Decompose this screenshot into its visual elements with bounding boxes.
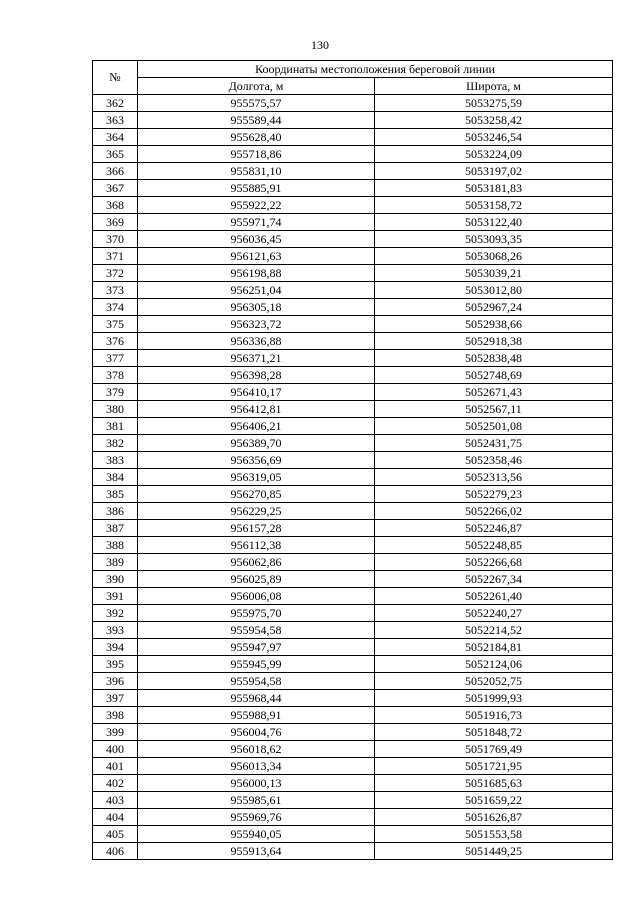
point-number-cell: 372: [93, 265, 138, 282]
latitude-cell: 5051769,49: [375, 741, 613, 758]
point-number-cell: 406: [93, 843, 138, 860]
point-number-cell: 382: [93, 435, 138, 452]
latitude-cell: 5052240,27: [375, 605, 613, 622]
point-number-cell: 377: [93, 350, 138, 367]
longitude-cell: 955628,40: [138, 129, 375, 146]
point-number-cell: 390: [93, 571, 138, 588]
table-row: [93, 741, 613, 758]
longitude-cell: 956062,86: [138, 554, 375, 571]
latitude-cell: 5053275,59: [375, 95, 613, 112]
table-row: [93, 163, 613, 180]
table-row: [93, 282, 613, 299]
table-row: [93, 605, 613, 622]
longitude-cell: 955971,74: [138, 214, 375, 231]
table-row: [93, 571, 613, 588]
point-number-cell: 369: [93, 214, 138, 231]
latitude-cell: 5052052,75: [375, 673, 613, 690]
latitude-cell: 5052279,23: [375, 486, 613, 503]
point-number-cell: 373: [93, 282, 138, 299]
table-row: [93, 129, 613, 146]
latitude-cell: 5052313,56: [375, 469, 613, 486]
table-row: [93, 826, 613, 843]
latitude-cell: 5051659,22: [375, 792, 613, 809]
point-number-cell: 388: [93, 537, 138, 554]
latitude-cell: 5052266,02: [375, 503, 613, 520]
longitude-cell: 956410,17: [138, 384, 375, 401]
latitude-cell: 5053258,42: [375, 112, 613, 129]
latitude-cell: 5053181,83: [375, 180, 613, 197]
table-row: [93, 316, 613, 333]
longitude-cell: 956251,04: [138, 282, 375, 299]
point-number-cell: 366: [93, 163, 138, 180]
table-row: [93, 486, 613, 503]
point-number-cell: 370: [93, 231, 138, 248]
latitude-cell: 5052918,38: [375, 333, 613, 350]
point-number-cell: 362: [93, 95, 138, 112]
table-header: [93, 61, 613, 95]
table-row: [93, 588, 613, 605]
point-number-cell: 400: [93, 741, 138, 758]
latitude-cell: 5053039,21: [375, 265, 613, 282]
latitude-cell: 5052266,68: [375, 554, 613, 571]
latitude-cell: 5052567,11: [375, 401, 613, 418]
latitude-cell: 5051626,87: [375, 809, 613, 826]
longitude-cell: 956406,21: [138, 418, 375, 435]
latitude-cell: 5051721,95: [375, 758, 613, 775]
header-longitude: Долгота, м: [138, 78, 375, 95]
table-row: [93, 146, 613, 163]
latitude-cell: 5053197,02: [375, 163, 613, 180]
longitude-cell: 956229,25: [138, 503, 375, 520]
table-row: [93, 197, 613, 214]
point-number-cell: 391: [93, 588, 138, 605]
point-number-cell: 399: [93, 724, 138, 741]
point-number-cell: 367: [93, 180, 138, 197]
latitude-cell: 5052358,46: [375, 452, 613, 469]
table-row: [93, 503, 613, 520]
point-number-cell: 392: [93, 605, 138, 622]
point-number-cell: 394: [93, 639, 138, 656]
table-row: [93, 520, 613, 537]
longitude-cell: 956004,76: [138, 724, 375, 741]
latitude-cell: 5053012,80: [375, 282, 613, 299]
longitude-cell: 955718,86: [138, 146, 375, 163]
latitude-cell: 5052248,85: [375, 537, 613, 554]
point-number-cell: 405: [93, 826, 138, 843]
latitude-cell: 5053224,09: [375, 146, 613, 163]
latitude-cell: 5052838,48: [375, 350, 613, 367]
latitude-cell: 5052431,75: [375, 435, 613, 452]
latitude-cell: 5053093,35: [375, 231, 613, 248]
point-number-cell: 378: [93, 367, 138, 384]
table-row: [93, 95, 613, 112]
latitude-cell: 5052967,24: [375, 299, 613, 316]
table-row: [93, 367, 613, 384]
point-number-cell: 401: [93, 758, 138, 775]
point-number-cell: 365: [93, 146, 138, 163]
longitude-cell: 955954,58: [138, 622, 375, 639]
point-number-cell: 363: [93, 112, 138, 129]
point-number-cell: 395: [93, 656, 138, 673]
point-number-cell: 397: [93, 690, 138, 707]
latitude-cell: 5052246,87: [375, 520, 613, 537]
longitude-cell: 955589,44: [138, 112, 375, 129]
latitude-cell: 5053158,72: [375, 197, 613, 214]
table-row: [93, 469, 613, 486]
longitude-cell: 955985,61: [138, 792, 375, 809]
point-number-cell: 404: [93, 809, 138, 826]
latitude-cell: 5052938,66: [375, 316, 613, 333]
longitude-cell: 956121,63: [138, 248, 375, 265]
point-number-cell: 375: [93, 316, 138, 333]
point-number-cell: 389: [93, 554, 138, 571]
table-body: [93, 95, 613, 860]
longitude-cell: 956112,38: [138, 537, 375, 554]
header-coordinates-group: Координаты местоположения береговой линии: [138, 61, 613, 78]
latitude-cell: 5053068,26: [375, 248, 613, 265]
latitude-cell: 5051848,72: [375, 724, 613, 741]
point-number-cell: 387: [93, 520, 138, 537]
longitude-cell: 956157,28: [138, 520, 375, 537]
longitude-cell: 956336,88: [138, 333, 375, 350]
latitude-cell: 5052671,43: [375, 384, 613, 401]
longitude-cell: 955831,10: [138, 163, 375, 180]
longitude-cell: 956006,08: [138, 588, 375, 605]
header-number: №: [93, 61, 138, 95]
longitude-cell: 955954,58: [138, 673, 375, 690]
point-number-cell: 384: [93, 469, 138, 486]
point-number-cell: 376: [93, 333, 138, 350]
latitude-cell: 5051999,93: [375, 690, 613, 707]
point-number-cell: 386: [93, 503, 138, 520]
latitude-cell: 5052267,34: [375, 571, 613, 588]
longitude-cell: 955988,91: [138, 707, 375, 724]
latitude-cell: 5052124,06: [375, 656, 613, 673]
longitude-cell: 955922,22: [138, 197, 375, 214]
longitude-cell: 955913,64: [138, 843, 375, 860]
table-row: [93, 690, 613, 707]
table-row: [93, 231, 613, 248]
longitude-cell: 956389,70: [138, 435, 375, 452]
coordinates-table: [92, 60, 613, 860]
latitude-cell: 5053122,40: [375, 214, 613, 231]
table-row: [93, 809, 613, 826]
point-number-cell: 383: [93, 452, 138, 469]
longitude-cell: 956371,21: [138, 350, 375, 367]
latitude-cell: 5051553,58: [375, 826, 613, 843]
table-row: [93, 180, 613, 197]
point-number-cell: 381: [93, 418, 138, 435]
longitude-cell: 955575,57: [138, 95, 375, 112]
table-row: [93, 112, 613, 129]
point-number-cell: 403: [93, 792, 138, 809]
table-row: [93, 299, 613, 316]
table-row: [93, 639, 613, 656]
longitude-cell: 956018,62: [138, 741, 375, 758]
latitude-cell: 5053246,54: [375, 129, 613, 146]
page-number: 130: [311, 38, 329, 52]
longitude-cell: 956198,88: [138, 265, 375, 282]
point-number-cell: 374: [93, 299, 138, 316]
longitude-cell: 956412,81: [138, 401, 375, 418]
latitude-cell: 5051685,63: [375, 775, 613, 792]
longitude-cell: 956013,34: [138, 758, 375, 775]
longitude-cell: 956000,13: [138, 775, 375, 792]
longitude-cell: 955945,99: [138, 656, 375, 673]
table-row: [93, 248, 613, 265]
table-row: [93, 333, 613, 350]
longitude-cell: 956036,45: [138, 231, 375, 248]
latitude-cell: 5051916,73: [375, 707, 613, 724]
table-row: [93, 758, 613, 775]
latitude-cell: 5052261,40: [375, 588, 613, 605]
longitude-cell: 955940,05: [138, 826, 375, 843]
longitude-cell: 955968,44: [138, 690, 375, 707]
table-row: [93, 775, 613, 792]
point-number-cell: 398: [93, 707, 138, 724]
table-row: [93, 656, 613, 673]
point-number-cell: 364: [93, 129, 138, 146]
table-row: [93, 622, 613, 639]
point-number-cell: 385: [93, 486, 138, 503]
point-number-cell: 371: [93, 248, 138, 265]
table-row: [93, 707, 613, 724]
table-row: [93, 418, 613, 435]
point-number-cell: 368: [93, 197, 138, 214]
point-number-cell: 380: [93, 401, 138, 418]
longitude-cell: 955885,91: [138, 180, 375, 197]
table-row: [93, 554, 613, 571]
table-row: [93, 673, 613, 690]
point-number-cell: 393: [93, 622, 138, 639]
longitude-cell: 956319,05: [138, 469, 375, 486]
longitude-cell: 955969,76: [138, 809, 375, 826]
longitude-cell: 955947,97: [138, 639, 375, 656]
latitude-cell: 5052214,52: [375, 622, 613, 639]
point-number-cell: 396: [93, 673, 138, 690]
point-number-cell: 402: [93, 775, 138, 792]
table-row: [93, 724, 613, 741]
longitude-cell: 956025,89: [138, 571, 375, 588]
table-row: [93, 265, 613, 282]
table-row: [93, 843, 613, 860]
table-row: [93, 435, 613, 452]
point-number-cell: 379: [93, 384, 138, 401]
latitude-cell: 5052501,08: [375, 418, 613, 435]
latitude-cell: 5052184,81: [375, 639, 613, 656]
table-row: [93, 792, 613, 809]
latitude-cell: 5051449,25: [375, 843, 613, 860]
longitude-cell: 956305,18: [138, 299, 375, 316]
longitude-cell: 956270,85: [138, 486, 375, 503]
table-row: [93, 537, 613, 554]
table-row: [93, 214, 613, 231]
longitude-cell: 955975,70: [138, 605, 375, 622]
longitude-cell: 956323,72: [138, 316, 375, 333]
longitude-cell: 956356,69: [138, 452, 375, 469]
table-row: [93, 350, 613, 367]
table-row: [93, 384, 613, 401]
table-row: [93, 452, 613, 469]
latitude-cell: 5052748,69: [375, 367, 613, 384]
longitude-cell: 956398,28: [138, 367, 375, 384]
header-latitude: Широта, м: [375, 78, 613, 95]
table-row: [93, 401, 613, 418]
